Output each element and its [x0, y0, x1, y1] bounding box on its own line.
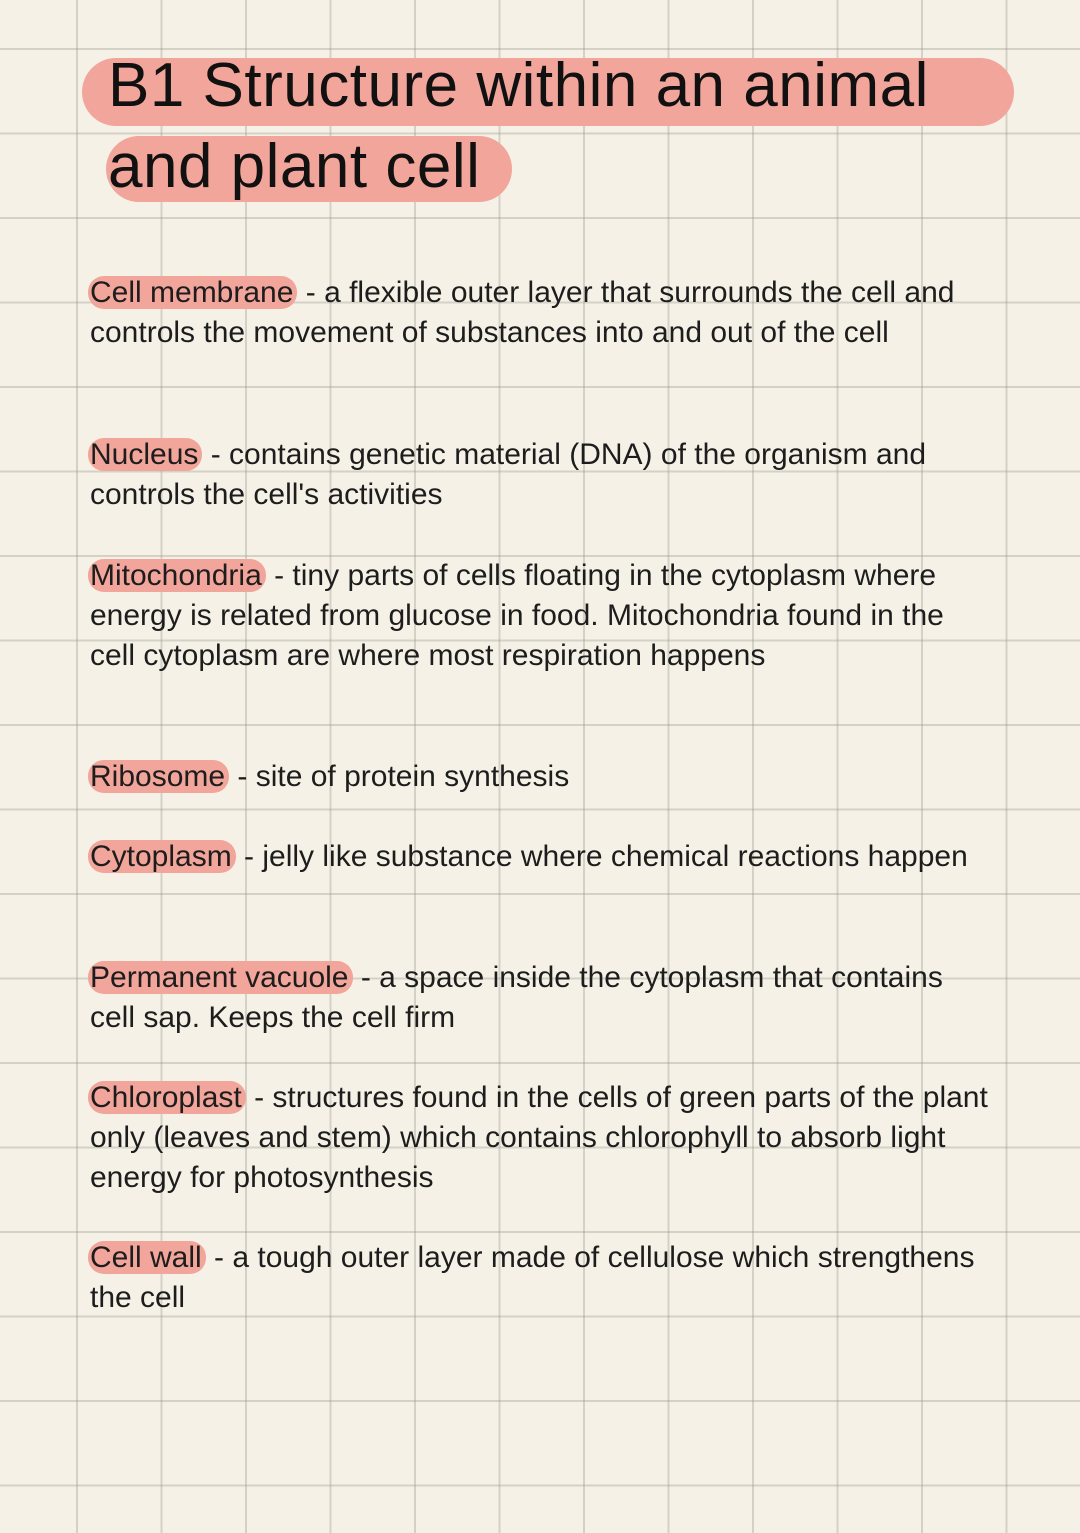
page-title-line-2: and plant cell — [108, 132, 481, 201]
term-highlight: Ribosome — [88, 760, 229, 793]
definition-permanent-vacuole — [90, 958, 990, 1038]
term-highlight: Nucleus — [88, 438, 202, 471]
term-highlight: Cytoplasm — [88, 840, 236, 873]
definition-cell-wall — [90, 1238, 990, 1318]
term-highlight: Cell membrane — [88, 276, 297, 309]
definition-text: - a tough outer layer made of cellulose which strengthens the cell — [90, 1241, 975, 1314]
definition-nucleus — [90, 435, 990, 515]
page-title-line-1: B1 Structure within an animal — [108, 51, 929, 120]
definition-cell-membrane — [90, 273, 990, 353]
definition-text: - a flexible outer layer that surrounds the cell and controls the movement of substances into and out of the cell — [90, 276, 955, 349]
definition-text: - site of protein synthesis — [229, 760, 570, 793]
definition-cytoplasm — [90, 837, 990, 877]
definition-chloroplast — [90, 1078, 990, 1198]
definition-text: - contains genetic material (DNA) of the organism and controls the cell's activities — [90, 438, 927, 511]
definition-mitochondria — [90, 556, 990, 676]
definition-text: - tiny parts of cells floating in the cytoplasm where energy is related from glucose in food. Mitochondria found in the cell cytoplasm are where most respiration happens — [90, 559, 944, 672]
definition-ribosome — [90, 757, 990, 797]
term-highlight: Mitochondria — [88, 559, 266, 592]
definition-text: - a space inside the cytoplasm that contains cell sap. Keeps the cell firm — [90, 961, 943, 1034]
term-highlight: Chloroplast — [88, 1081, 246, 1114]
term-highlight: Permanent vacuole — [88, 961, 353, 994]
definition-text: - jelly like substance where chemical reactions happen — [235, 840, 968, 873]
definition-text: - structures found in the cells of green parts of the plant only (leaves and stem) which contains chlorophyll to absorb light energy for photosynthesis — [90, 1081, 988, 1194]
term-highlight: Cell wall — [88, 1241, 206, 1274]
